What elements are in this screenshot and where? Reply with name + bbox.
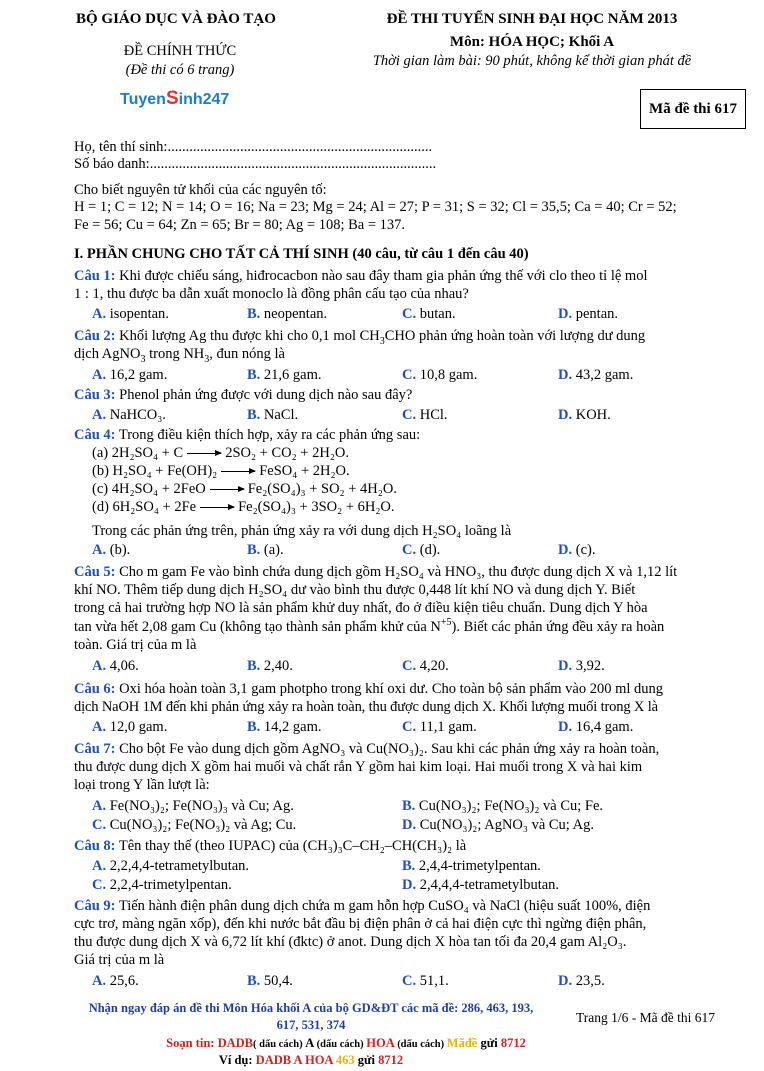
arrow-icon (187, 453, 221, 454)
atomic-line-1: H = 1; C = 12; N = 14; O = 16; Na = 23; Mg = 24; Al = 27; P = 31; S = 32; Cl = 35,5; Ca = 40; Cr = 52; (74, 199, 677, 215)
option-c: C. HCl. (402, 407, 448, 423)
arrow-icon (221, 471, 255, 472)
option-b: B. 21,6 gam. (247, 367, 322, 383)
question-3: Câu 3: Phenol phản ứng được với dung dịch nào sau đây? (74, 387, 413, 403)
question-5-line4: tan vừa hết 2,08 gam Cu (không tạo thành sản phẩm khử của $N^{+5}$). Biết các phản ứng đều xảy ra hoàn (74, 617, 665, 635)
question-4-options (92, 541, 732, 559)
question-5-line3: trong cả hai trường hợp NO là sản phẩm khử duy nhất, đo ở điều kiện tiêu chuẩn. Dung dịch Y hòa (74, 600, 648, 616)
question-1-options (92, 305, 732, 323)
option-d: D. 23,5. (558, 973, 605, 989)
question-2: Câu 2: Khối lượng Ag thu được khi cho 0,1 mol $CH_3CHO$ phản ứng hoàn toàn với lượng dư dung (74, 328, 646, 347)
question-5-options (92, 657, 732, 675)
question-8-options-ab (92, 857, 732, 875)
option-c: C. (d). (402, 542, 441, 558)
question-6-line2: dịch NaOH 1M đến khi phản ứng xảy ra hoàn toàn, thu được dung dịch X. Khối lượng muối trong X là (74, 699, 658, 715)
option-c: C. Cu(NO₃)₂; Fe(NO₃)₂ và Ag; Cu. (92, 817, 297, 833)
option-b: B. 50,4. (247, 973, 293, 989)
option-a: A. 2,2,4,4-tetrametylbutan. (92, 858, 250, 874)
arrow-icon (210, 489, 244, 490)
option-d: D. pentan. (558, 306, 619, 322)
option-a: A. isopentan. (92, 306, 169, 322)
option-b: B. neopentan. (247, 306, 328, 322)
official-label: ĐỀ CHÍNH THỨC (123, 43, 237, 59)
option-c: C. 51,1. (402, 973, 449, 989)
option-d: D. 3,92. (558, 658, 605, 674)
option-b: B. (a). (247, 542, 284, 558)
atomic-line-2: Fe = 56; Cu = 64; Zn = 65; Br = 80; Ag = 108; Ba = 137. (74, 217, 406, 233)
candidate-name-line: Họ, tên thí sinh:......................................................................... (74, 139, 433, 155)
ministry-title: BỘ GIÁO DỤC VÀ ĐÀO TẠO (76, 11, 276, 27)
sms-example: Ví dụ: DADB A HOA 463 gửi 8712 (218, 1053, 404, 1067)
question-4: Câu 4: Trong điều kiện thích hợp, xảy ra các phản ứng sau: (74, 427, 421, 443)
page-info: Trang 1/6 - Mã đề thi 617 (576, 1010, 715, 1025)
option-a: A. Fe(NO₃)₂; Fe(NO₃)₃ và Cu; Ag. (92, 798, 294, 814)
question-6: Câu 6: Oxi hóa hoàn toàn 3,1 gam photpho trong khí oxi dư. Cho toàn bộ sản phẩm vào 200 ml dung (74, 681, 664, 697)
option-a: A. 4,06. (92, 658, 139, 674)
option-c: C. 11,1 gam. (402, 719, 477, 735)
question-7-options-cd (92, 816, 732, 834)
question-7: Câu 7: Cho bột Fe vào dung dịch gồm AgNO₃ và Cu(NO₃)₂. Sau khi các phản ứng xảy ra hoàn toàn, (74, 741, 660, 757)
option-b: B. 2,4,4-trimetylpentan. (402, 858, 541, 874)
option-c: C. 10,8 gam. (402, 367, 478, 383)
question-9-line2: cực trơ, màng ngăn xốp), đến khi nước bắt đầu bị điện phân ở cả hai điện cực thì ngừng điện phân, (74, 916, 647, 932)
option-a: A. 25,6. (92, 973, 139, 989)
option-a: A. 16,2 gam. (92, 367, 168, 383)
arrow-icon (200, 507, 234, 508)
candidate-id-line: Số báo danh:............................................................................... (74, 156, 437, 172)
option-b: B. 14,2 gam. (247, 719, 322, 735)
question-8: Câu 8: Tên thay thế (theo IUPAC) của (CH₃)₃C–CH₂–CH(CH₃)₂ là (74, 838, 467, 854)
option-b: B. Cu(NO₃)₂; Fe(NO₃)₂ và Cu; Fe. (402, 798, 604, 814)
exam-code-box: Mã đề thi 617 (640, 89, 746, 129)
question-6-options (92, 718, 732, 736)
tuyensinh-logo: TuyenSinh247 (120, 88, 230, 109)
reaction-d: (d) 6H₂SO₄ + 2Fe Fe₂(SO₄)₃ + 3SO₂ + 6H₂O. (92, 499, 395, 515)
question-5-line5: toàn. Giá trị của m là (74, 637, 197, 653)
question-9-line3: thu được dung dịch X và 6,72 lít khí (đktc) ở anot. Dung dịch X hòa tan tối đa 20,4 gam Al₂O₃. (74, 934, 627, 950)
question-1: Câu 1: Khi được chiếu sáng, hiđrocacbon nào sau đây tham gia phản ứng thế với clo theo tỉ lệ mol (74, 268, 648, 284)
subject-line: Môn: HÓA HỌC; Khối A (449, 34, 615, 50)
option-a: A. (b). (92, 542, 131, 558)
option-b: B. NaCl. (247, 407, 299, 423)
question-9-line4: Giá trị của m là (74, 952, 165, 968)
question-7-line3: loại trong Y lần lượt là: (74, 777, 210, 793)
time-note: Thời gian làm bài: 90 phút, không kể thời gian phát đề (372, 53, 692, 69)
question-9-options (92, 972, 732, 990)
question-1-cont: 1 : 1, thu được ba dẫn xuất monoclo là đồng phân cấu tạo của nhau? (74, 286, 469, 302)
option-d: D. (c). (558, 542, 596, 558)
exam-title: ĐỀ THI TUYỂN SINH ĐẠI HỌC NĂM 2013 (386, 11, 678, 27)
question-7-line2: thu được dung dịch X gồm hai muối và chất rắn Y gồm hai kim loại. Hai muối trong X và hai kim (74, 759, 643, 775)
promo-line-2: 617, 531, 374 (276, 1018, 346, 1032)
option-d: D. 43,2 gam. (558, 367, 634, 383)
reaction-c: (c) 4H₂SO₄ + 2FeO Fe₂(SO₄)₃ + SO₂ + 4H₂O. (92, 481, 397, 497)
option-c: C. 4,20. (402, 658, 449, 674)
question-4-conclusion: Trong các phản ứng trên, phản ứng xảy ra với dung dịch H₂SO₄ loãng là (92, 523, 512, 539)
sms-instruction: Soạn tin: DADB( dấu cách) A (dấu cách) HOA (dấu cách) Mãđề gửi 8712 (166, 1036, 526, 1050)
option-d: D. Cu(NO₃)₂; AgNO₃ và Cu; Ag. (402, 817, 594, 833)
pages-note: (Đề thi có 6 trang) (125, 62, 235, 78)
option-c: C. butan. (402, 306, 456, 322)
option-a: A. 12,0 gam. (92, 719, 168, 735)
option-d: D. 2,4,4,4-tetrametylbutan. (402, 877, 560, 893)
option-d: D. KOH. (558, 407, 611, 423)
option-b: B. 2,40. (247, 658, 293, 674)
option-c: C. 2,2,4-trimetylpentan. (92, 877, 232, 893)
question-2-cont: dịch AgNO$_3$ trong $NH_3$, đun nóng là (74, 346, 285, 365)
question-2-options (92, 366, 732, 384)
reaction-b: (b) H₂SO₄ + Fe(OH)₂ FeSO₄ + 2H₂O. (92, 463, 350, 479)
question-9: Câu 9: Tiến hành điện phân dung dịch chứa m gam hỗn hợp CuSO₄ và NaCl (hiệu suất 100%, điện (74, 898, 651, 914)
promo-line-1: Nhận ngay đáp án đề thi Môn Hóa khối A của bộ GD&ĐT các mã đề: 286, 463, 193, (88, 1001, 534, 1015)
question-8-options-cd (92, 876, 732, 894)
question-5: Câu 5: Cho m gam Fe vào bình chứa dung dịch gồm H₂SO₄ và HNO₃, thu được dung dịch X và 1,12 lít (74, 564, 678, 580)
option-a: A. NaHCO₃. (92, 407, 166, 423)
question-5-line2: khí NO. Thêm tiếp dung dịch H₂SO₄ dư vào bình thu được 0,448 lít khí NO và dung dịch Y. Biết (74, 582, 636, 598)
question-3-options (92, 406, 732, 424)
option-d: D. 16,4 gam. (558, 719, 634, 735)
section-title: I. PHẦN CHUNG CHO TẤT CẢ THÍ SINH (40 câu, từ câu 1 đến câu 40) (74, 246, 529, 262)
reaction-a: (a) 2H₂SO₄ + C 2SO₂ + CO₂ + 2H₂O. (92, 445, 349, 461)
question-7-options-ab (92, 797, 732, 815)
atomic-intro: Cho biết nguyên tử khối của các nguyên tố: (74, 182, 327, 198)
